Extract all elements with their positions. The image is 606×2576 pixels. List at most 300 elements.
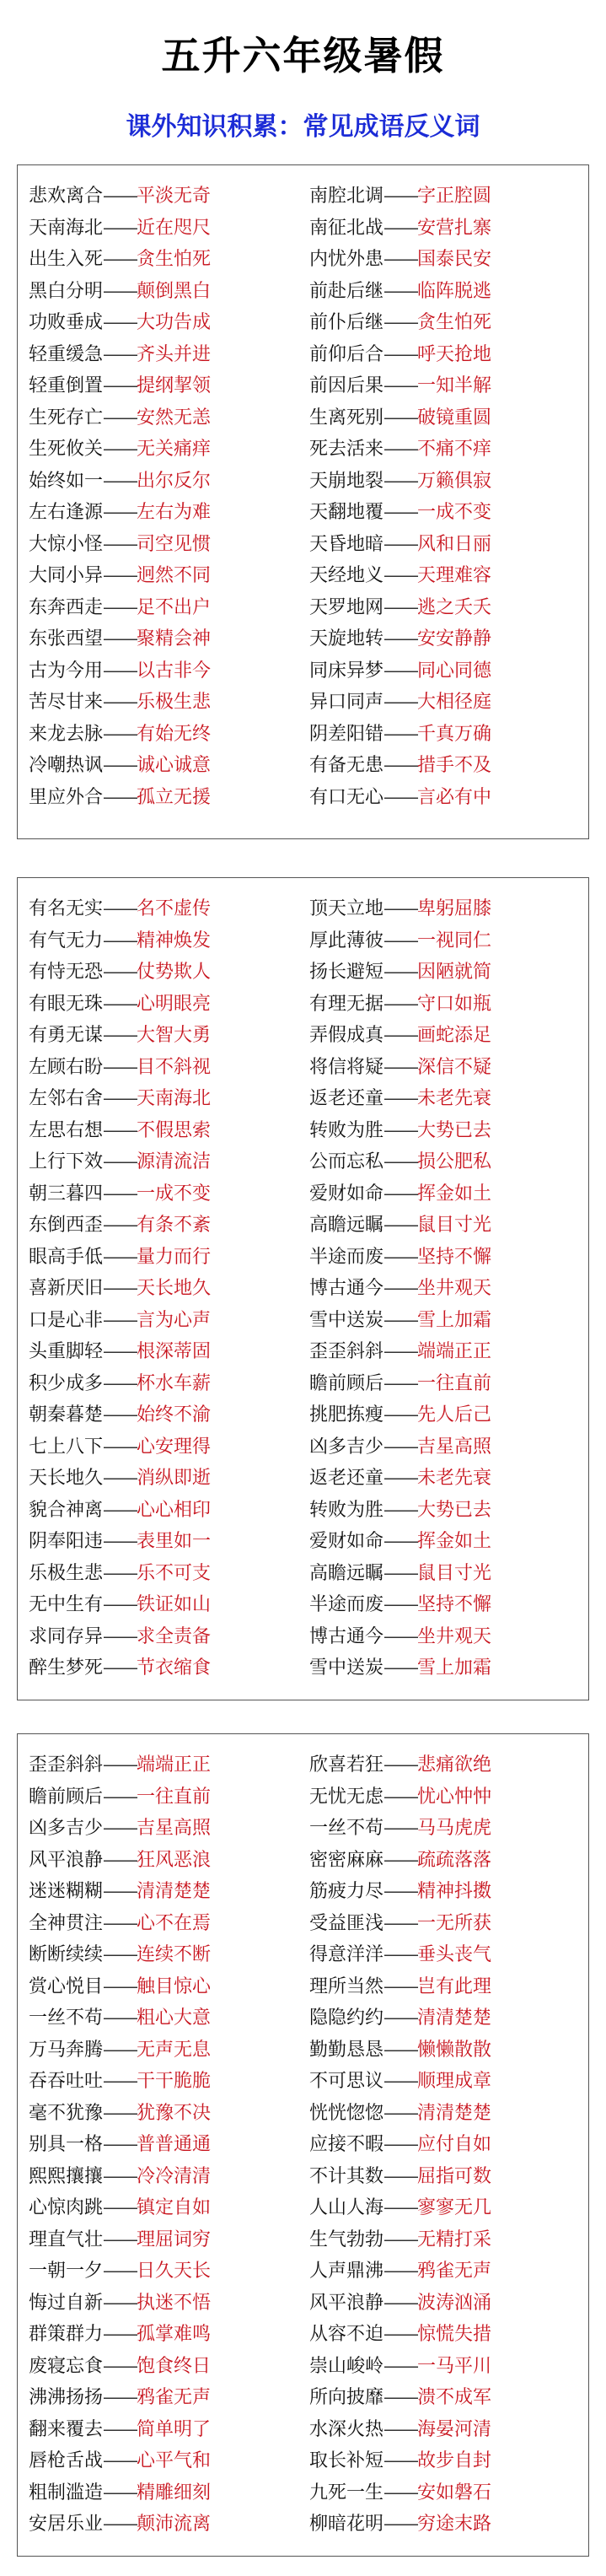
antonym: 清清楚楚 [417,2007,492,2029]
dash-separator: —— [383,2514,418,2535]
antonym: 足不出户 [137,596,212,618]
idiom-word: 将信将疑 [309,1056,384,1078]
idiom-pair [29,1368,211,1400]
idiom-word: 异口同声 [309,692,384,713]
idiom-word: 貌合神离 [29,1499,104,1521]
antonym: 消纵即逝 [137,1468,212,1489]
idiom-pair [29,2129,211,2161]
idiom-pair [29,1781,211,1813]
idiom-pair [309,2351,491,2383]
idiom-word: 隐隐约约 [309,2007,384,2029]
idiom-word: 积少成多 [29,1372,104,1394]
antonym: 措手不及 [417,755,492,776]
idiom-word: 死去活来 [309,439,384,460]
idiom-pair [309,1083,491,1115]
idiom-pair [29,1399,211,1431]
idiom-pair [309,1876,491,1908]
idiom-word: 九死一生 [309,2482,384,2503]
antonym: 鸦雀无声 [417,2261,492,2282]
dash-separator: —— [383,596,418,618]
idiom-word: 理所当然 [309,1975,384,1997]
idiom-pair [309,2509,491,2541]
antonym: 雪上加霜 [417,1309,492,1331]
dash-separator: —— [103,1404,137,1425]
antonym: 破镜重圆 [417,407,492,428]
left-column [29,1749,211,2541]
dash-separator: —— [103,2514,137,2535]
idiom-pair [309,1939,491,1971]
idiom-pair [309,2002,491,2034]
antonym: 求全责备 [137,1625,212,1647]
idiom-word: 密密麻麻 [309,1849,384,1871]
idiom-word: 从容不迫 [309,2324,384,2345]
idiom-pair [309,1210,491,1242]
dash-separator: —— [103,186,137,207]
idiom-word: 轻重倒置 [29,375,104,396]
antonym: 贪生怕死 [137,249,212,270]
idiom-word: 朝秦暮楚 [29,1404,104,1425]
dash-separator: —— [103,2418,137,2440]
dash-separator: —— [383,343,418,365]
idiom-word: 万马奔腾 [29,2039,104,2061]
left-column [29,893,211,1684]
idiom-word: 唇枪舌战 [29,2450,104,2471]
idiom-word: 左顾右盼 [29,1056,104,1078]
dash-separator: —— [383,2071,418,2092]
idiom-word: 瞻前顾后 [29,1786,104,1808]
idiom-word: 高瞻远瞩 [309,1215,384,1236]
idiom-word: 柳暗花明 [309,2514,384,2535]
idiom-pair [309,2255,491,2288]
dash-separator: —— [103,2228,137,2250]
idiom-pair [309,2066,491,2098]
idiom-pair [309,466,491,498]
dash-separator: —— [103,596,137,618]
dash-separator: —— [383,1531,418,1552]
idiom-pair [29,2445,211,2477]
dash-separator: —— [383,1594,418,1615]
antonym: 狂风恶浪 [137,1849,212,1871]
idiom-pair [29,1749,211,1781]
antonym: 惊慌失措 [417,2324,492,2345]
idiom-pair [309,1813,491,1845]
idiom-word: 人声鼎沸 [309,2261,384,2282]
antonym: 心安理得 [137,1436,212,1458]
dash-separator: —— [103,2261,137,2282]
dash-separator: —— [103,1657,137,1679]
antonym: 屈指可数 [417,2165,492,2187]
idiom-section-1 [17,164,589,839]
antonym: 鼠目寸光 [417,1215,492,1236]
idiom-pair [309,1495,491,1527]
dash-separator: —— [383,1404,418,1425]
dash-separator: —— [383,2418,418,2440]
dash-separator: —— [103,1151,137,1172]
dash-separator: —— [103,1183,137,1204]
idiom-word: 天旋地转 [309,628,384,649]
idiom-word: 返老还童 [309,1468,384,1489]
dash-separator: —— [103,1754,137,1776]
antonym: 疏疏落落 [417,1849,492,1871]
idiom-pair [29,989,211,1021]
antonym: 端端正正 [417,1341,492,1362]
antonym: 精神焕发 [137,930,212,951]
idiom-pair [29,244,211,276]
idiom-pair [309,276,491,308]
idiom-word: 眼高手低 [29,1246,104,1268]
antonym: 呼天抢地 [417,343,492,365]
idiom-word: 有备无患 [309,755,384,776]
idiom-pair [309,1052,491,1084]
dash-separator: —— [383,1341,418,1362]
idiom-pair [309,2319,491,2351]
antonym: 挥金如土 [417,1531,492,1552]
idiom-pair [309,2414,491,2446]
idiom-word: 半途而废 [309,1594,384,1615]
idiom-pair [29,1526,211,1558]
dash-separator: —— [103,1562,137,1584]
idiom-word: 冷嘲热讽 [29,755,104,776]
idiom-word: 理直气壮 [29,2228,104,2250]
dash-separator: —— [103,533,137,555]
dash-separator: —— [103,2102,137,2124]
antonym: 吉星高照 [417,1436,492,1458]
idiom-pair [29,1242,211,1274]
antonym: 铁证如山 [137,1594,212,1615]
antonym: 执迷不悟 [137,2292,212,2314]
idiom-word: 沸沸扬扬 [29,2387,104,2408]
antonym: 一视同仁 [417,930,492,951]
antonym: 千真万确 [417,723,492,745]
idiom-word: 弄假成真 [309,1025,384,1046]
idiom-pair [29,276,211,308]
dash-separator: —— [383,1372,418,1394]
idiom-pair [309,687,491,719]
idiom-word: 始终如一 [29,470,104,492]
dash-separator: —— [383,993,418,1015]
idiom-pair [309,1781,491,1813]
antonym: 犹豫不决 [137,2102,212,2124]
idiom-pair [309,2288,491,2320]
dash-separator: —— [383,1657,418,1679]
idiom-pair [29,529,211,561]
dash-separator: —— [383,1215,418,1236]
page-subtitle: 课外知识积累：常见成语反义词 [126,112,480,142]
idiom-pair [29,2002,211,2034]
antonym: 坐井观天 [417,1625,492,1647]
idiom-pair [309,989,491,1021]
antonym: 源清流洁 [137,1151,212,1172]
dash-separator: —— [103,755,137,776]
idiom-pair [309,213,491,245]
idiom-pair [309,1652,491,1684]
dash-separator: —— [383,1309,418,1331]
idiom-pair [29,592,211,624]
dash-separator: —— [103,280,137,302]
dash-separator: —— [383,407,418,428]
antonym: 因陋就简 [417,962,492,983]
idiom-pair [29,2161,211,2193]
dash-separator: —— [103,2387,137,2408]
dash-separator: —— [103,1594,137,1615]
antonym: 溃不成军 [417,2387,492,2408]
idiom-pair [29,2034,211,2067]
idiom-word: 求同存异 [29,1625,104,1647]
idiom-pair [29,2477,211,2509]
dash-separator: —— [383,755,418,776]
antonym: 清清楚楚 [417,2102,492,2124]
dash-separator: —— [103,1088,137,1109]
idiom-word: 不可思议 [309,2071,384,2092]
antonym: 无关痛痒 [137,439,212,460]
idiom-pair [309,655,491,687]
antonym: 波涛汹涌 [417,2292,492,2314]
antonym: 损公肥私 [417,1151,492,1172]
dash-separator: —— [103,723,137,745]
dash-separator: —— [103,2292,137,2314]
idiom-pair [309,2224,491,2256]
idiom-word: 悲欢离合 [29,186,104,207]
dash-separator: —— [383,2292,418,2314]
antonym: 粗心大意 [137,2007,212,2029]
dash-separator: —— [383,186,418,207]
antonym: 逃之夭夭 [417,596,492,618]
dash-separator: —— [383,2165,418,2187]
idiom-pair [29,497,211,529]
idiom-word: 筋疲力尽 [309,1881,384,1902]
dash-separator: —— [383,2261,418,2282]
idiom-pair [29,2224,211,2256]
idiom-word: 上行下效 [29,1151,104,1172]
dash-separator: —— [383,2007,418,2029]
dash-separator: —— [103,1341,137,1362]
dash-separator: —— [103,2482,137,2503]
dash-separator: —— [103,2355,137,2377]
right-column [309,1749,491,2541]
dash-separator: —— [383,1088,418,1109]
antonym: 一往直前 [137,1786,212,1808]
dash-separator: —— [103,2134,137,2155]
antonym: 大相径庭 [417,692,492,713]
idiom-word: 喜新厌旧 [29,1278,104,1299]
idiom-word: 欣喜若狂 [309,1754,384,1776]
antonym: 心不在焉 [137,1912,212,1934]
idiom-pair [29,307,211,339]
dash-separator: —— [103,470,137,492]
dash-separator: —— [103,439,137,460]
idiom-word: 返老还童 [309,1088,384,1109]
idiom-word: 公而忘私 [309,1151,384,1172]
idiom-word: 生气勃勃 [309,2228,384,2250]
idiom-pair [309,2445,491,2477]
idiom-pair [309,750,491,782]
idiom-pair [309,560,491,592]
idiom-word: 有眼无珠 [29,993,104,1015]
antonym: 一成不变 [417,502,492,523]
dash-separator: —— [103,1215,137,1236]
idiom-pair [309,2034,491,2067]
antonym: 节衣缩食 [137,1657,212,1679]
right-column [309,181,491,813]
dash-separator: —— [383,1881,418,1902]
idiom-pair [29,2509,211,2541]
idiom-pair [309,1431,491,1463]
antonym: 乐极生悲 [137,692,212,713]
antonym: 大功告成 [137,312,212,333]
idiom-pair [29,1495,211,1527]
dash-separator: —— [383,1246,418,1268]
antonym: 万籁俱寂 [417,470,492,492]
idiom-word: 挑肥拣瘦 [309,1404,384,1425]
dash-separator: —— [383,1468,418,1489]
idiom-pair [29,623,211,655]
idiom-word: 阴差阳错 [309,723,384,745]
idiom-word: 风平浪静 [29,1849,104,1871]
idiom-word: 迷迷糊糊 [29,1881,104,1902]
dash-separator: —— [103,1025,137,1046]
idiom-pair [29,2255,211,2288]
idiom-word: 人山人海 [309,2197,384,2218]
idiom-pair [309,1368,491,1400]
dash-separator: —— [383,1975,418,1997]
dash-separator: —— [103,2165,137,2187]
idiom-pair [29,1083,211,1115]
idiom-word: 受益匪浅 [309,1912,384,1934]
idiom-word: 雪中送炭 [309,1657,384,1679]
idiom-word: 东奔西走 [29,596,104,618]
idiom-word: 高瞻远瞩 [309,1562,384,1584]
dash-separator: —— [383,2039,418,2061]
idiom-pair [29,1589,211,1621]
antonym: 近在咫尺 [137,217,212,239]
idiom-pair [309,529,491,561]
idiom-pair [29,1908,211,1940]
idiom-section-2 [17,877,589,1700]
dash-separator: —— [103,2450,137,2471]
dash-separator: —— [383,470,418,492]
idiom-word: 左邻右舍 [29,1088,104,1109]
antonym: 忧心忡忡 [417,1786,492,1808]
idiom-word: 雪中送炭 [309,1309,384,1331]
antonym: 应付自如 [417,2134,492,2155]
idiom-pair [309,402,491,434]
antonym: 颠沛流离 [137,2514,212,2535]
antonym: 同心同德 [417,660,492,682]
idiom-pair [29,370,211,402]
idiom-word: 乐极生悲 [29,1562,104,1584]
dash-separator: —— [383,898,418,919]
idiom-pair [29,1971,211,2003]
antonym: 迥然不同 [137,565,212,586]
dash-separator: —— [383,439,418,460]
dash-separator: —— [383,1562,418,1584]
antonym: 吉星高照 [137,1818,212,1839]
idiom-pair [29,1336,211,1368]
dash-separator: —— [103,1309,137,1331]
antonym: 无声无息 [137,2039,212,2061]
dash-separator: —— [103,1372,137,1394]
dash-separator: —— [383,628,418,649]
idiom-pair [309,339,491,371]
dash-separator: —— [103,249,137,270]
antonym: 大势已去 [417,1119,492,1141]
idiom-word: 出生入死 [29,249,104,270]
idiom-word: 水深火热 [309,2418,384,2440]
antonym: 天长地久 [137,1278,212,1299]
dash-separator: —— [103,502,137,523]
dash-separator: —— [383,786,418,808]
idiom-word: 七上八下 [29,1436,104,1458]
idiom-word: 前因后果 [309,375,384,396]
dash-separator: —— [383,1183,418,1204]
idiom-pair [29,2351,211,2383]
dash-separator: —— [383,1754,418,1776]
idiom-pair [29,687,211,719]
idiom-word: 天崩地裂 [309,470,384,492]
antonym: 守口如瓶 [417,993,492,1015]
antonym: 杯水车薪 [137,1372,212,1394]
idiom-pair [29,1813,211,1845]
antonym: 始终不渝 [137,1404,212,1425]
dash-separator: —— [103,407,137,428]
idiom-pair [309,719,491,751]
idiom-pair [29,1939,211,1971]
idiom-word: 勤勤恳恳 [309,2039,384,2061]
idiom-word: 有名无实 [29,898,104,919]
idiom-word: 有口无心 [309,786,384,808]
antonym: 言必有中 [417,786,492,808]
idiom-word: 顶天立地 [309,898,384,919]
dash-separator: —— [383,2355,418,2377]
antonym: 普普通通 [137,2134,212,2155]
antonym: 贪生怕死 [417,312,492,333]
idiom-word: 生离死别 [309,407,384,428]
idiom-word: 博古通今 [309,1278,384,1299]
idiom-word: 黑白分明 [29,280,104,302]
idiom-pair [309,497,491,529]
dash-separator: —— [103,1531,137,1552]
antonym: 心心相印 [137,1499,212,1521]
antonym: 触目惊心 [137,1975,212,1997]
dash-separator: —— [383,375,418,396]
idiom-word: 粗制滥造 [29,2482,104,2503]
antonym: 风和日丽 [417,533,492,555]
dash-separator: —— [103,1625,137,1647]
idiom-pair [29,1558,211,1590]
idiom-pair [309,2161,491,2193]
idiom-pair [29,339,211,371]
antonym: 无精打采 [417,2228,492,2250]
dash-separator: —— [103,1818,137,1839]
idiom-pair [309,1621,491,1653]
dash-separator: —— [103,1881,137,1902]
dash-separator: —— [383,2324,418,2345]
antonym: 天理难容 [417,565,492,586]
antonym: 坚持不懈 [417,1246,492,1268]
dash-separator: —— [383,962,418,983]
idiom-word: 有气无力 [29,930,104,951]
dash-separator: —— [103,1056,137,1078]
antonym: 挥金如土 [417,1183,492,1204]
dash-separator: —— [103,565,137,586]
antonym: 言为心声 [137,1309,212,1331]
antonym: 大智大勇 [137,1025,212,1046]
idiom-word: 左右逢源 [29,502,104,523]
idiom-word: 功败垂成 [29,312,104,333]
idiom-pair [29,402,211,434]
idiom-pair [29,2414,211,2446]
antonym: 画蛇添足 [417,1025,492,1046]
